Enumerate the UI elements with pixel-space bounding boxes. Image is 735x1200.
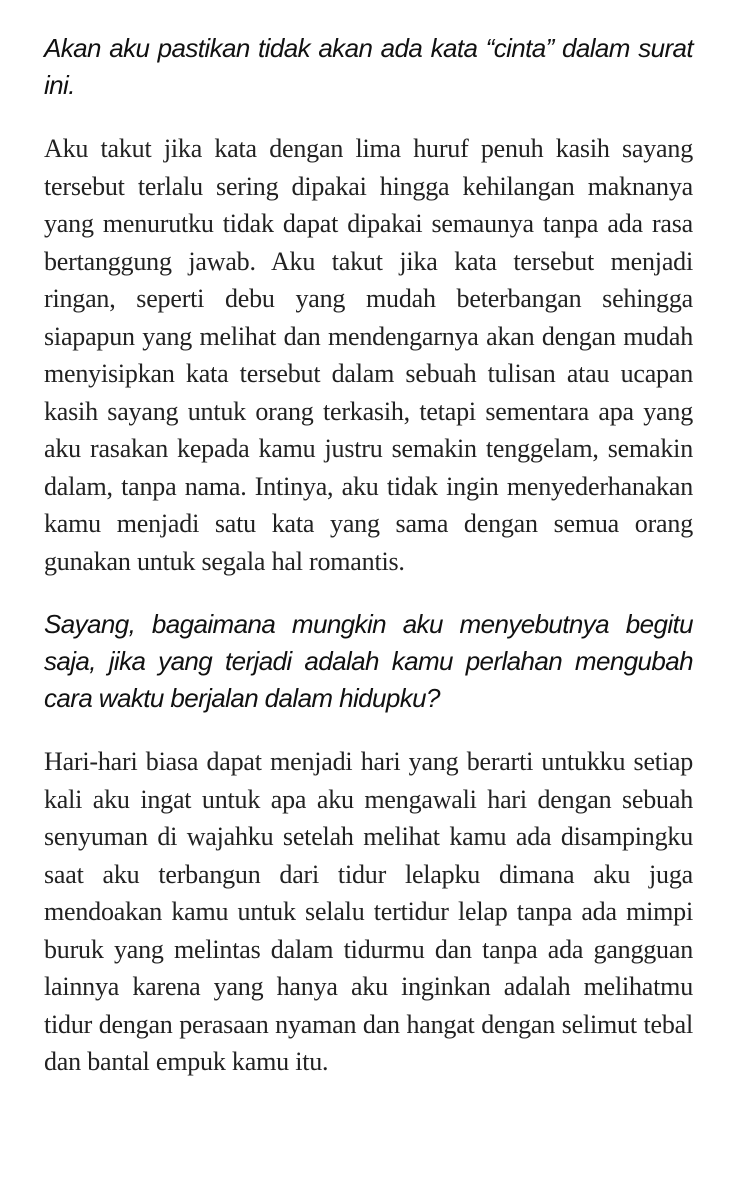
body-paragraph-days: Hari-hari biasa dapat menjadi hari yang berarti untukku setiap kali aku ingat untuk apa aku mengawali hari dengan sebuah senyuman di wajahku setelah melihat kamu ada disampingku saat aku terbangun dari tidur lelapku dimana aku juga mendoakan kamu untuk selalu tertidur lelap tanpa ada mimpi buruk yang melintas dalam tidurmu dan tanpa ada gangguan lainnya karena yang hanya aku inginkan adalah melihatmu tidur dengan perasaan nyaman dan hangat dengan selimut tebal dan bantal empuk kamu itu. — [44, 747, 693, 1076]
letter-page — [44, 30, 693, 1107]
body-paragraph-fear: Aku takut jika kata dengan lima huruf penuh kasih sayang tersebut terlalu sering dipakai hingga kehilangan maknanya yang menurutku tidak dapat dipakai semaunya tanpa ada rasa bertanggung jawab. Aku takut jika kata tersebut menjadi ringan, seperti debu yang mudah beterbangan sehingga siapapun yang melihat dan mendengarnya akan dengan mudah menyisipkan kata tersebut dalam sebuah tulisan atau ucapan kasih sayang untuk orang terkasih, tetapi sementara apa yang aku rasakan kepada kamu justru semakin tenggelam, semakin dalam, tanpa nama. Intinya, aku tidak ingin menyederhanakan kamu menjadi satu kata yang sama dengan semua orang gunakan untuk segala hal romantis. — [44, 134, 693, 576]
italic-heading-question: Sayang, bagaimana mungkin aku menyebutnya begitu saja, jika yang terjadi adalah kamu perlahan mengubah cara waktu berjalan dalam hidupku? — [44, 609, 693, 713]
italic-heading-intro: Akan aku pastikan tidak akan ada kata “cinta” dalam surat ini. — [44, 33, 693, 100]
